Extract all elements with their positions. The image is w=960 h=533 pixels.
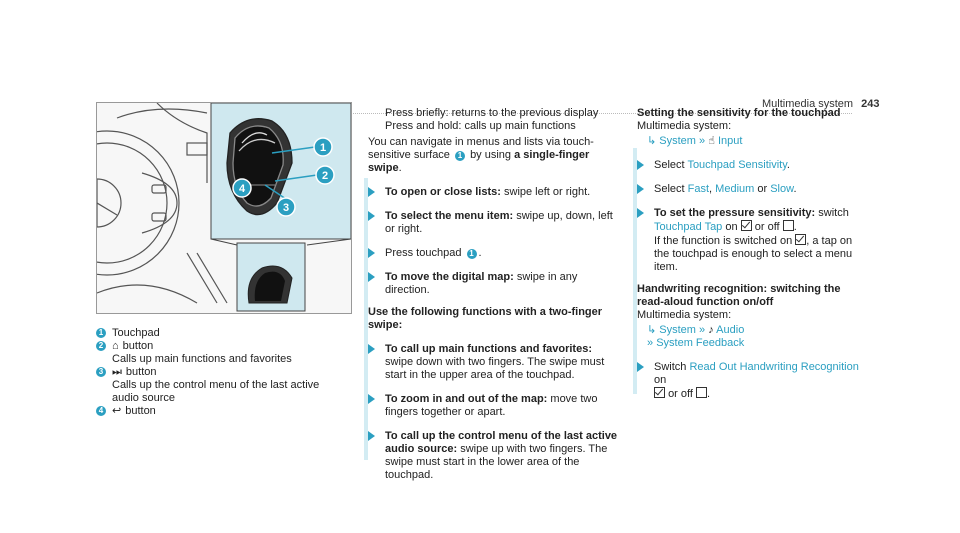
bullet-arrow-icon <box>368 394 375 404</box>
menu-path <box>637 324 859 350</box>
legend-text: Calls up the control menu of the last active audio source <box>112 379 320 404</box>
callout-2: 2 <box>321 170 329 182</box>
path-item-input: Input <box>717 135 743 147</box>
callout-4: 4 <box>238 183 246 195</box>
bullet-arrow-icon <box>637 160 644 170</box>
path-item-system-feedback: System Feedback <box>656 337 745 349</box>
bullet-arrow-icon <box>637 362 644 372</box>
legend-number: 2 <box>96 341 106 351</box>
figure-legend <box>96 327 346 418</box>
callout-1: 1 <box>319 142 327 154</box>
legend-item <box>96 366 346 405</box>
legend-item <box>96 340 346 366</box>
bullet-arrow-icon <box>368 344 375 354</box>
option-fast: Fast <box>687 183 710 195</box>
bullet-arrow-icon <box>368 272 375 282</box>
menu-path <box>637 135 859 148</box>
option-slow: Slow <box>770 183 794 195</box>
ref-number: 1 <box>455 151 465 161</box>
chevron-double-icon: » <box>699 324 706 336</box>
back-icon: ↩ <box>112 405 122 417</box>
menu-path-label: Multimedia system: <box>637 309 732 321</box>
legend-text: Touchpad <box>112 327 160 339</box>
step-item: Select Touchpad Sensitivity. <box>637 159 859 172</box>
next-track-icon: ⏭ <box>112 366 122 378</box>
callout-3: 3 <box>282 202 290 214</box>
path-item-system: System <box>659 324 696 336</box>
car-interior-drawing <box>97 103 351 313</box>
step-item: To move the digital map: swipe in any direction. <box>368 271 618 297</box>
legend-text: button <box>125 366 157 378</box>
intro-paragraph: You can navigate in menus and lists via touch-sensitive surface 1 by using a single-finger swipe. <box>368 136 594 174</box>
step-item: Press touchpad 1 . <box>368 247 618 260</box>
bullet-arrow-icon <box>368 431 375 441</box>
home-icon: ⌂ <box>112 340 119 352</box>
settings-column <box>637 107 859 401</box>
checkbox-on-icon <box>741 220 752 231</box>
read-out-handwriting-option: Read Out Handwriting Recognition <box>689 361 859 373</box>
touchpad-sensitivity-option: Touchpad Sensitivity <box>687 159 787 171</box>
checkbox-on-icon <box>654 387 665 398</box>
checkbox-off-icon <box>783 220 794 231</box>
touchpad-illustration <box>96 102 352 314</box>
section-title: Multimedia system <box>762 98 854 110</box>
legend-number: 4 <box>96 406 106 416</box>
step-item: Select Fast, Medium or Slow. <box>637 183 859 196</box>
step-item: To open or close lists: swipe left or right. <box>368 186 618 199</box>
path-arrow-icon: ↳ <box>647 324 657 336</box>
checkbox-off-icon <box>696 387 707 398</box>
step-item: Switch Read Out Handwriting Recognition on or off . <box>637 361 859 401</box>
instruction-text: Press briefly: returns to the previous display <box>385 107 599 119</box>
bullet-arrow-icon <box>368 211 375 221</box>
step-item: To zoom in and out of the map: move two fingers together or apart. <box>368 393 618 419</box>
legend-text: button <box>125 405 156 417</box>
section-heading: Handwriting recognition: switching the read-aloud function on/off <box>637 283 841 308</box>
legend-item <box>96 405 346 418</box>
chevron-double-icon: » <box>647 337 654 349</box>
legend-number: 3 <box>96 367 106 377</box>
step-item: To call up main functions and favorites: swipe down with two fingers. The swipe must start in the upper area of the touchpad. <box>368 343 618 382</box>
path-arrow-icon: ↳ <box>647 135 657 147</box>
page-number: 243 <box>861 98 880 110</box>
legend-number: 1 <box>96 328 106 338</box>
instruction-text: Press and hold: calls up main functions <box>385 120 576 132</box>
legend-item <box>96 327 346 340</box>
audio-icon: ♪ <box>708 324 714 336</box>
ref-number: 1 <box>467 249 477 259</box>
section-heading: Setting the sensitivity for the touchpad <box>637 107 841 119</box>
bullet-arrow-icon <box>368 248 375 258</box>
bullet-arrow-icon <box>368 187 375 197</box>
touchpad-tap-option: Touchpad Tap <box>654 221 723 233</box>
step-item: To call up the control menu of the last active audio source: swipe up with two fingers. The swipe must start in the lower area of the touchpad. <box>368 430 618 482</box>
legend-text: button <box>122 340 154 352</box>
step-item: To set the pressure sensitivity: switch Touchpad Tap on or off . If the function is switched on , a tap on the touchpad is enough to select a menu item. <box>637 207 859 274</box>
touch-icon: ☝ <box>708 135 715 147</box>
step-item: To select the menu item: swipe up, down, left or right. <box>368 210 618 236</box>
menu-path-label: Multimedia system: <box>637 120 732 132</box>
path-item-system: System <box>659 135 696 147</box>
path-item-audio: Audio <box>716 324 745 336</box>
option-medium: Medium <box>715 183 755 195</box>
chevron-double-icon: » <box>699 135 706 147</box>
bullet-arrow-icon <box>637 184 644 194</box>
bullet-arrow-icon <box>637 208 644 218</box>
subheading: Use the following functions with a two-finger swipe: <box>368 306 603 331</box>
legend-text: Calls up main functions and favorites <box>112 353 292 365</box>
checkbox-on-icon <box>795 234 806 245</box>
touchpad-operation-column <box>368 107 618 482</box>
